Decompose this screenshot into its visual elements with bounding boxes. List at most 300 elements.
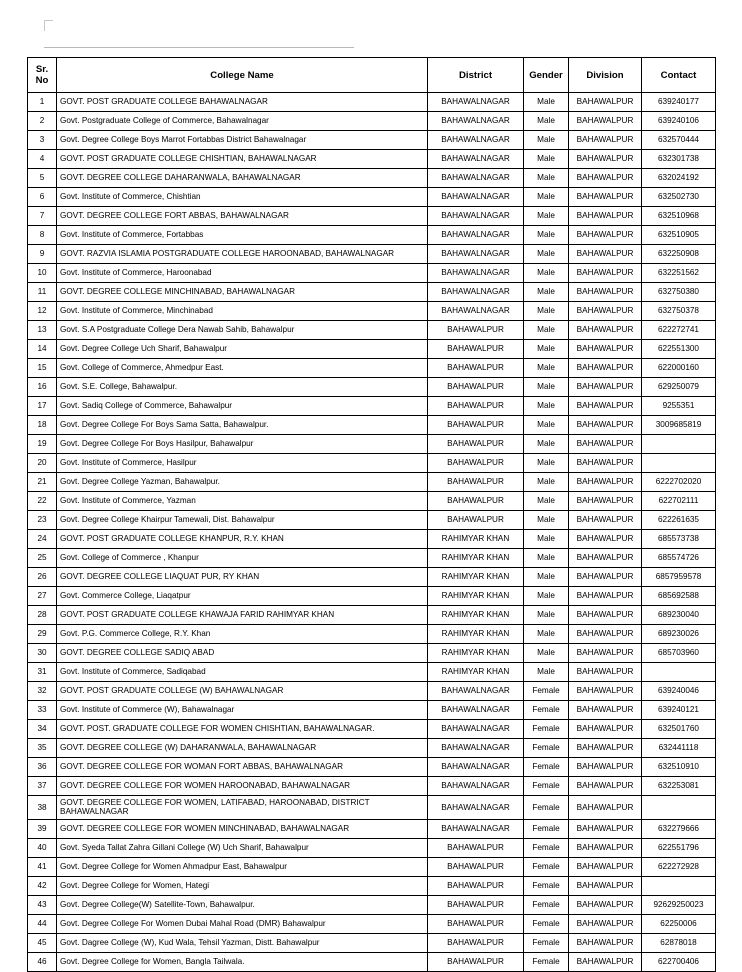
cell-college-name: GOVT. DEGREE COLLEGE FOR WOMEN MINCHINABAD, BAHAWALNAGAR	[57, 819, 428, 838]
cell-district: BAHAWALPUR	[428, 933, 524, 952]
cell-contact: 632510968	[642, 207, 716, 226]
cell-contact: 685574726	[642, 549, 716, 568]
cell-sr-no: 42	[28, 876, 57, 895]
cell-college-name: Govt. Institute of Commerce, Minchinabad	[57, 302, 428, 321]
cell-college-name: Govt. Degree College For Women Dubai Mahal Road (DMR) Bahawalpur	[57, 914, 428, 933]
table-row	[28, 530, 716, 549]
cell-division: BAHAWALPUR	[569, 378, 642, 397]
cell-college-name: Govt. Syeda Tallat Zahra Gillani College (W) Uch Sharif, Bahawalpur	[57, 838, 428, 857]
cell-contact: 632301738	[642, 150, 716, 169]
cell-division: BAHAWALPUR	[569, 112, 642, 131]
cell-sr-no: 25	[28, 549, 57, 568]
cell-district: BAHAWALNAGAR	[428, 701, 524, 720]
table-row	[28, 359, 716, 378]
cell-contact: 632251562	[642, 264, 716, 283]
cell-sr-no: 11	[28, 283, 57, 302]
cell-gender: Male	[524, 644, 569, 663]
table-row	[28, 473, 716, 492]
cell-gender: Male	[524, 131, 569, 150]
table-row	[28, 416, 716, 435]
cell-gender: Male	[524, 112, 569, 131]
cell-sr-no: 10	[28, 264, 57, 283]
table-row	[28, 169, 716, 188]
cell-district: BAHAWALNAGAR	[428, 207, 524, 226]
cell-gender: Female	[524, 739, 569, 758]
cell-gender: Male	[524, 549, 569, 568]
cell-division: BAHAWALPUR	[569, 876, 642, 895]
cell-division: BAHAWALPUR	[569, 150, 642, 169]
cell-sr-no: 41	[28, 857, 57, 876]
cell-college-name: Govt. Institute of Commerce (W), Bahawalnagar	[57, 701, 428, 720]
cell-college-name: Govt. College of Commerce , Khanpur	[57, 549, 428, 568]
cell-sr-no: 13	[28, 321, 57, 340]
cell-gender: Female	[524, 838, 569, 857]
cell-contact: 639240177	[642, 93, 716, 112]
cell-college-name: GOVT. POST GRADUATE COLLEGE KHANPUR, R.Y. KHAN	[57, 530, 428, 549]
cell-gender: Female	[524, 796, 569, 820]
cell-gender: Male	[524, 188, 569, 207]
table-row	[28, 857, 716, 876]
cell-division: BAHAWALPUR	[569, 416, 642, 435]
cell-sr-no: 16	[28, 378, 57, 397]
cell-contact: 629250079	[642, 378, 716, 397]
cell-contact: 632750380	[642, 283, 716, 302]
cell-contact: 639240046	[642, 682, 716, 701]
cell-college-name: GOVT. POST GRADUATE COLLEGE CHISHTIAN, BAHAWALNAGAR	[57, 150, 428, 169]
cell-college-name: Govt. Postgraduate College of Commerce, Bahawalnagar	[57, 112, 428, 131]
cell-district: BAHAWALPUR	[428, 492, 524, 511]
cell-division: BAHAWALPUR	[569, 530, 642, 549]
cell-contact: 689230040	[642, 606, 716, 625]
cell-gender: Male	[524, 340, 569, 359]
table-row	[28, 933, 716, 952]
cell-district: BAHAWALNAGAR	[428, 188, 524, 207]
cell-contact	[642, 796, 716, 820]
cell-sr-no: 23	[28, 511, 57, 530]
cell-division: BAHAWALPUR	[569, 321, 642, 340]
cell-gender: Male	[524, 606, 569, 625]
cell-gender: Female	[524, 701, 569, 720]
column-header-division: Division	[569, 58, 642, 93]
cell-gender: Male	[524, 226, 569, 245]
cell-district: BAHAWALNAGAR	[428, 93, 524, 112]
cell-sr-no: 40	[28, 838, 57, 857]
cell-division: BAHAWALPUR	[569, 473, 642, 492]
cell-division: BAHAWALPUR	[569, 245, 642, 264]
table-row	[28, 283, 716, 302]
cell-district: BAHAWALNAGAR	[428, 131, 524, 150]
column-header-contact: Contact	[642, 58, 716, 93]
cell-gender: Male	[524, 511, 569, 530]
cell-college-name: Govt. Institute of Commerce, Fortabbas	[57, 226, 428, 245]
cell-district: BAHAWALNAGAR	[428, 150, 524, 169]
cell-college-name: GOVT. DEGREE COLLEGE DAHARANWALA, BAHAWALNAGAR	[57, 169, 428, 188]
cell-college-name: GOVT. DEGREE COLLEGE FOR WOMEN, LATIFABAD, HAROONABAD, DISTRICT BAHAWALNAGAR	[57, 796, 428, 820]
cell-college-name: Govt. Dagree College (W), Kud Wala, Tehsil Yazman, Distt. Bahawalpur	[57, 933, 428, 952]
cell-sr-no: 14	[28, 340, 57, 359]
cell-division: BAHAWALPUR	[569, 511, 642, 530]
cell-district: BAHAWALPUR	[428, 454, 524, 473]
cell-college-name: GOVT. POST GRADUATE COLLEGE KHAWAJA FARID RAHIMYAR KHAN	[57, 606, 428, 625]
cell-division: BAHAWALPUR	[569, 454, 642, 473]
cell-division: BAHAWALPUR	[569, 663, 642, 682]
cell-college-name: Govt. Institute of Commerce, Chishtian	[57, 188, 428, 207]
cell-district: BAHAWALNAGAR	[428, 739, 524, 758]
cell-district: BAHAWALPUR	[428, 876, 524, 895]
cell-sr-no: 26	[28, 568, 57, 587]
cell-gender: Male	[524, 587, 569, 606]
cell-district: BAHAWALNAGAR	[428, 226, 524, 245]
cell-division: BAHAWALPUR	[569, 264, 642, 283]
cell-district: BAHAWALPUR	[428, 838, 524, 857]
cell-contact: 632024192	[642, 169, 716, 188]
cell-district: BAHAWALPUR	[428, 435, 524, 454]
cell-district: BAHAWALPUR	[428, 895, 524, 914]
table-row	[28, 188, 716, 207]
cell-district: BAHAWALPUR	[428, 378, 524, 397]
cell-district: BAHAWALNAGAR	[428, 264, 524, 283]
cell-sr-no: 20	[28, 454, 57, 473]
cell-district: BAHAWALPUR	[428, 321, 524, 340]
cell-college-name: Govt. Degree College For Boys Hasilpur, Bahawalpur	[57, 435, 428, 454]
table-row	[28, 131, 716, 150]
cell-contact: 92629250023	[642, 895, 716, 914]
cell-division: BAHAWALPUR	[569, 549, 642, 568]
cell-district: BAHAWALNAGAR	[428, 302, 524, 321]
cell-sr-no: 3	[28, 131, 57, 150]
table-row	[28, 625, 716, 644]
cell-gender: Female	[524, 758, 569, 777]
cell-college-name: GOVT. DEGREE COLLEGE FORT ABBAS, BAHAWALNAGAR	[57, 207, 428, 226]
table-row	[28, 397, 716, 416]
cell-contact: 632510910	[642, 758, 716, 777]
cell-division: BAHAWALPUR	[569, 302, 642, 321]
cell-college-name: Govt. College of Commerce, Ahmedpur East.	[57, 359, 428, 378]
cell-division: BAHAWALPUR	[569, 952, 642, 971]
cell-division: BAHAWALPUR	[569, 777, 642, 796]
cell-division: BAHAWALPUR	[569, 492, 642, 511]
column-header-sr-no: Sr. No	[28, 58, 57, 93]
cell-division: BAHAWALPUR	[569, 720, 642, 739]
cell-division: BAHAWALPUR	[569, 682, 642, 701]
cell-college-name: GOVT. DEGREE COLLEGE (W) DAHARANWALA, BAHAWALNAGAR	[57, 739, 428, 758]
cell-district: BAHAWALNAGAR	[428, 758, 524, 777]
column-header-college-name: College Name	[57, 58, 428, 93]
column-header-gender: Gender	[524, 58, 569, 93]
cell-division: BAHAWALPUR	[569, 819, 642, 838]
table-row	[28, 378, 716, 397]
cell-contact: 632253081	[642, 777, 716, 796]
cell-sr-no: 39	[28, 819, 57, 838]
cell-sr-no: 21	[28, 473, 57, 492]
cell-contact: 685703960	[642, 644, 716, 663]
cell-college-name: GOVT. RAZVIA ISLAMIA POSTGRADUATE COLLEGE HAROONABAD, BAHAWALNAGAR	[57, 245, 428, 264]
cell-gender: Female	[524, 933, 569, 952]
cell-contact: 632750378	[642, 302, 716, 321]
cell-gender: Male	[524, 283, 569, 302]
cell-district: BAHAWALPUR	[428, 857, 524, 876]
cell-gender: Female	[524, 895, 569, 914]
table-row	[28, 511, 716, 530]
cell-division: BAHAWALPUR	[569, 131, 642, 150]
cell-division: BAHAWALPUR	[569, 914, 642, 933]
table-row	[28, 701, 716, 720]
colleges-table	[27, 57, 716, 972]
cell-division: BAHAWALPUR	[569, 226, 642, 245]
cell-contact: 685573738	[642, 530, 716, 549]
cell-gender: Male	[524, 568, 569, 587]
cell-sr-no: 36	[28, 758, 57, 777]
table-row	[28, 226, 716, 245]
cell-sr-no: 1	[28, 93, 57, 112]
cell-contact: 622702111	[642, 492, 716, 511]
cell-gender: Male	[524, 378, 569, 397]
cell-sr-no: 35	[28, 739, 57, 758]
table-row	[28, 876, 716, 895]
cell-college-name: Govt. Degree College for Women, Bangla Tailwala.	[57, 952, 428, 971]
cell-sr-no: 43	[28, 895, 57, 914]
cell-contact: 632441118	[642, 739, 716, 758]
cell-contact: 632570444	[642, 131, 716, 150]
cell-district: RAHIMYAR KHAN	[428, 549, 524, 568]
cell-division: BAHAWALPUR	[569, 188, 642, 207]
column-header-district: District	[428, 58, 524, 93]
cell-contact: 622700406	[642, 952, 716, 971]
cell-sr-no: 30	[28, 644, 57, 663]
table-row	[28, 819, 716, 838]
cell-division: BAHAWALPUR	[569, 625, 642, 644]
cell-gender: Female	[524, 876, 569, 895]
cell-sr-no: 24	[28, 530, 57, 549]
table-header-row	[28, 58, 716, 93]
cell-district: RAHIMYAR KHAN	[428, 663, 524, 682]
table-row	[28, 796, 716, 820]
cell-division: BAHAWALPUR	[569, 644, 642, 663]
table-row	[28, 895, 716, 914]
header-rule	[44, 47, 354, 48]
cell-district: RAHIMYAR KHAN	[428, 606, 524, 625]
cell-gender: Male	[524, 245, 569, 264]
cell-division: BAHAWALPUR	[569, 701, 642, 720]
cell-sr-no: 27	[28, 587, 57, 606]
cell-contact: 6222702020	[642, 473, 716, 492]
cell-district: BAHAWALPUR	[428, 416, 524, 435]
cell-sr-no: 15	[28, 359, 57, 378]
table-row	[28, 568, 716, 587]
cell-division: BAHAWALPUR	[569, 739, 642, 758]
cell-contact: 62250006	[642, 914, 716, 933]
cell-district: BAHAWALNAGAR	[428, 283, 524, 302]
cell-division: BAHAWALPUR	[569, 796, 642, 820]
cell-contact: 9255351	[642, 397, 716, 416]
cell-college-name: Govt. Institute of Commerce, Hasilpur	[57, 454, 428, 473]
cell-sr-no: 34	[28, 720, 57, 739]
cell-sr-no: 44	[28, 914, 57, 933]
cell-division: BAHAWALPUR	[569, 587, 642, 606]
cell-gender: Female	[524, 952, 569, 971]
cell-gender: Male	[524, 625, 569, 644]
table-row	[28, 777, 716, 796]
table-row	[28, 435, 716, 454]
cell-division: BAHAWALPUR	[569, 857, 642, 876]
cell-gender: Male	[524, 416, 569, 435]
cell-college-name: GOVT. DEGREE COLLEGE LIAQUAT PUR, RY KHAN	[57, 568, 428, 587]
cell-sr-no: 28	[28, 606, 57, 625]
cell-division: BAHAWALPUR	[569, 207, 642, 226]
table-row	[28, 549, 716, 568]
cell-contact: 622272928	[642, 857, 716, 876]
cell-contact	[642, 876, 716, 895]
cell-gender: Male	[524, 435, 569, 454]
cell-sr-no: 37	[28, 777, 57, 796]
cell-sr-no: 5	[28, 169, 57, 188]
cell-sr-no: 33	[28, 701, 57, 720]
table-row	[28, 492, 716, 511]
cell-sr-no: 22	[28, 492, 57, 511]
table-row	[28, 644, 716, 663]
table-row	[28, 150, 716, 169]
cell-sr-no: 4	[28, 150, 57, 169]
table-row	[28, 952, 716, 971]
table-row	[28, 838, 716, 857]
cell-sr-no: 9	[28, 245, 57, 264]
cell-gender: Male	[524, 264, 569, 283]
cell-district: RAHIMYAR KHAN	[428, 587, 524, 606]
table-body	[28, 93, 716, 972]
cell-sr-no: 6	[28, 188, 57, 207]
cell-district: BAHAWALPUR	[428, 397, 524, 416]
cell-college-name: Govt. Commerce College, Liaqatpur	[57, 587, 428, 606]
cell-district: BAHAWALPUR	[428, 473, 524, 492]
cell-sr-no: 46	[28, 952, 57, 971]
cell-contact	[642, 435, 716, 454]
cell-sr-no: 38	[28, 796, 57, 820]
cell-gender: Female	[524, 857, 569, 876]
cell-gender: Female	[524, 777, 569, 796]
cell-sr-no: 12	[28, 302, 57, 321]
cell-district: BAHAWALPUR	[428, 914, 524, 933]
cell-district: BAHAWALNAGAR	[428, 796, 524, 820]
cell-contact: 632501760	[642, 720, 716, 739]
cell-division: BAHAWALPUR	[569, 93, 642, 112]
cell-contact: 689230026	[642, 625, 716, 644]
cell-gender: Female	[524, 914, 569, 933]
cell-division: BAHAWALPUR	[569, 359, 642, 378]
cell-sr-no: 17	[28, 397, 57, 416]
cell-gender: Male	[524, 663, 569, 682]
cell-contact: 622261635	[642, 511, 716, 530]
cell-district: BAHAWALPUR	[428, 511, 524, 530]
table-row	[28, 207, 716, 226]
table-row	[28, 112, 716, 131]
cell-division: BAHAWALPUR	[569, 283, 642, 302]
cell-sr-no: 32	[28, 682, 57, 701]
table-row	[28, 758, 716, 777]
cell-district: BAHAWALNAGAR	[428, 112, 524, 131]
table-row	[28, 720, 716, 739]
cell-contact: 622000160	[642, 359, 716, 378]
cell-gender: Female	[524, 682, 569, 701]
cell-division: BAHAWALPUR	[569, 758, 642, 777]
cell-college-name: Govt. P.G. Commerce College, R.Y. Khan	[57, 625, 428, 644]
cell-contact: 622551300	[642, 340, 716, 359]
cell-contact: 632279666	[642, 819, 716, 838]
cell-district: RAHIMYAR KHAN	[428, 530, 524, 549]
cell-college-name: Govt. S.A Postgraduate College Dera Nawab Sahib, Bahawalpur	[57, 321, 428, 340]
corner-mark	[44, 20, 53, 31]
cell-contact: 6857959578	[642, 568, 716, 587]
cell-college-name: GOVT. DEGREE COLLEGE FOR WOMEN HAROONABAD, BAHAWALNAGAR	[57, 777, 428, 796]
cell-gender: Male	[524, 207, 569, 226]
cell-contact: 62878018	[642, 933, 716, 952]
table-row	[28, 454, 716, 473]
cell-contact: 639240121	[642, 701, 716, 720]
cell-college-name: Govt. Degree College(W) Satellite-Town, Bahawalpur.	[57, 895, 428, 914]
cell-contact: 632250908	[642, 245, 716, 264]
cell-contact: 3009685819	[642, 416, 716, 435]
cell-sr-no: 7	[28, 207, 57, 226]
table-row	[28, 264, 716, 283]
cell-contact: 632510905	[642, 226, 716, 245]
cell-division: BAHAWALPUR	[569, 933, 642, 952]
cell-division: BAHAWALPUR	[569, 838, 642, 857]
cell-district: BAHAWALPUR	[428, 952, 524, 971]
cell-college-name: GOVT. POST GRADUATE COLLEGE (W) BAHAWALNAGAR	[57, 682, 428, 701]
cell-contact: 622272741	[642, 321, 716, 340]
cell-contact: 632502730	[642, 188, 716, 207]
cell-district: RAHIMYAR KHAN	[428, 644, 524, 663]
cell-gender: Male	[524, 150, 569, 169]
cell-sr-no: 31	[28, 663, 57, 682]
cell-division: BAHAWALPUR	[569, 568, 642, 587]
cell-gender: Male	[524, 473, 569, 492]
table-row	[28, 302, 716, 321]
cell-district: BAHAWALNAGAR	[428, 819, 524, 838]
cell-division: BAHAWALPUR	[569, 895, 642, 914]
cell-gender: Male	[524, 321, 569, 340]
cell-college-name: Govt. Degree College for Women Ahmadpur East, Bahawalpur	[57, 857, 428, 876]
cell-college-name: Govt. Institute of Commerce, Yazman	[57, 492, 428, 511]
cell-college-name: Govt. Degree College Khairpur Tamewali, Dist. Bahawalpur	[57, 511, 428, 530]
cell-contact	[642, 663, 716, 682]
cell-district: BAHAWALPUR	[428, 359, 524, 378]
cell-gender: Male	[524, 492, 569, 511]
cell-college-name: GOVT. DEGREE COLLEGE FOR WOMAN FORT ABBAS, BAHAWALNAGAR	[57, 758, 428, 777]
cell-college-name: Govt. Degree College Boys Marrot Fortabbas District Bahawalnagar	[57, 131, 428, 150]
cell-contact: 639240106	[642, 112, 716, 131]
cell-college-name: GOVT. POST. GRADUATE COLLEGE FOR WOMEN CHISHTIAN, BAHAWALNAGAR.	[57, 720, 428, 739]
table-row	[28, 663, 716, 682]
cell-sr-no: 18	[28, 416, 57, 435]
table-row	[28, 606, 716, 625]
cell-gender: Male	[524, 530, 569, 549]
cell-division: BAHAWALPUR	[569, 435, 642, 454]
cell-sr-no: 8	[28, 226, 57, 245]
cell-gender: Male	[524, 93, 569, 112]
cell-gender: Female	[524, 720, 569, 739]
cell-district: BAHAWALPUR	[428, 340, 524, 359]
cell-college-name: Govt. Degree College For Boys Sama Satta, Bahawalpur.	[57, 416, 428, 435]
table-row	[28, 682, 716, 701]
cell-district: BAHAWALNAGAR	[428, 720, 524, 739]
cell-contact	[642, 454, 716, 473]
cell-college-name: Govt. Degree College for Women, Hategi	[57, 876, 428, 895]
cell-college-name: Govt. Sadiq College of Commerce, Bahawalpur	[57, 397, 428, 416]
cell-college-name: Govt. Institute of Commerce, Haroonabad	[57, 264, 428, 283]
table-row	[28, 340, 716, 359]
table-row	[28, 914, 716, 933]
cell-college-name: Govt. Institute of Commerce, Sadiqabad	[57, 663, 428, 682]
